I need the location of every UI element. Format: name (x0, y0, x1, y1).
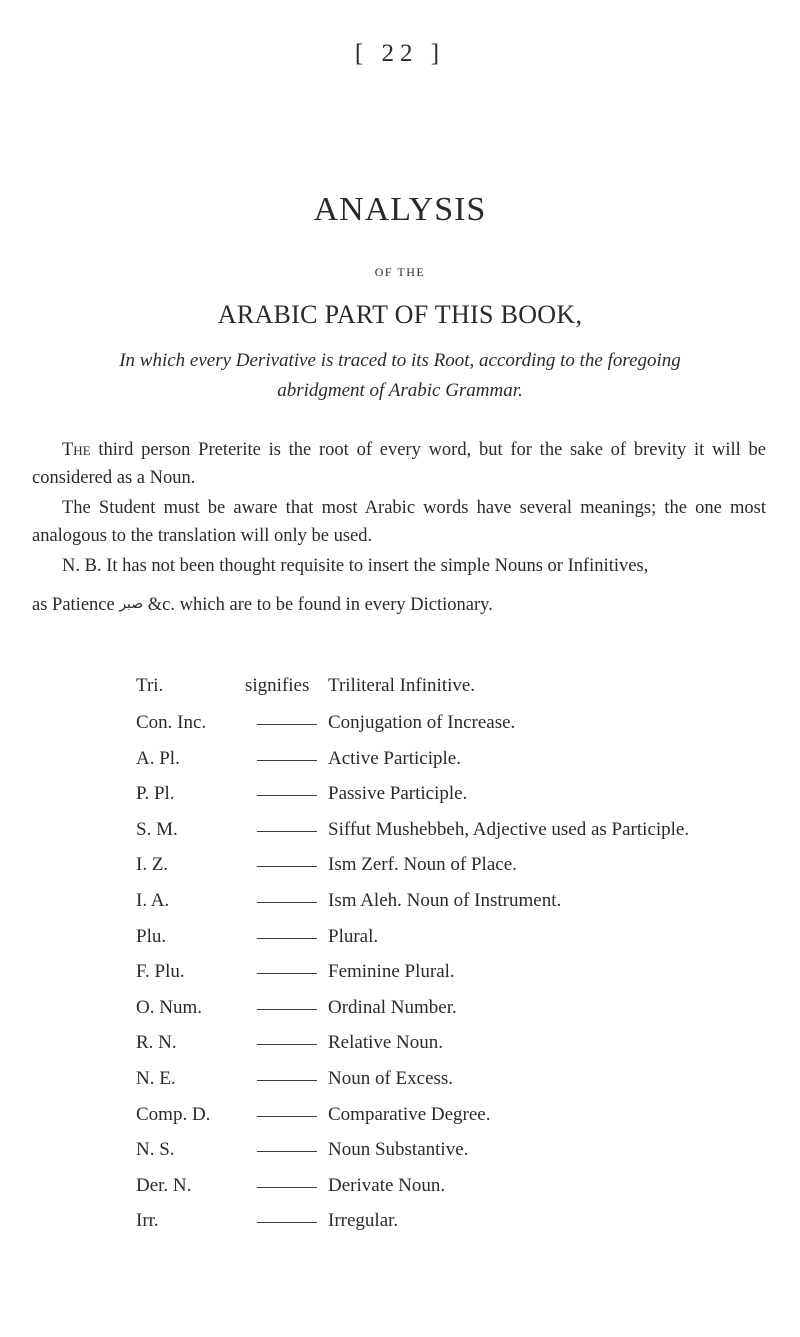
abbreviation-row (0, 1032, 800, 1062)
abbreviation: Plu. (136, 925, 167, 947)
abbreviation: R. N. (136, 1032, 177, 1054)
abbreviation-row (0, 1175, 800, 1205)
paragraph-nb-note (32, 552, 766, 619)
abbreviation-row (0, 783, 800, 813)
page-title: ANALYSIS (313, 191, 487, 228)
dash-separator (257, 902, 317, 903)
italic-intro-line-1: In which every Derivative is traced to its Root, according to the foregoing (119, 350, 681, 371)
abbreviation: I. Z. (136, 854, 169, 876)
nb-line-1: N. B. It has not been thought requisite to insert the simple Nouns or Infinitives, (62, 556, 649, 576)
abbreviation: Irr. (136, 1210, 159, 1232)
abbreviation-row (0, 890, 800, 920)
abbreviation-meaning: Noun Substantive. (328, 1139, 469, 1161)
nb-line-2-before: as Patience (32, 595, 120, 615)
dash-separator (257, 760, 317, 761)
dash-separator (257, 831, 317, 832)
abbreviation-row (0, 1139, 800, 1169)
abbreviation-row (0, 997, 800, 1027)
abbreviation-meaning: Feminine Plural. (328, 961, 455, 983)
abbreviation: I. A. (136, 890, 170, 911)
paragraph-root-preterite (32, 436, 766, 492)
abbreviation-meaning: Relative Noun. (328, 1032, 444, 1054)
abbreviation-row (0, 1210, 800, 1240)
abbreviation-row (0, 1104, 800, 1134)
abbreviation-meaning: Siffut Mushebbeh, Adjective used as Participle. (328, 818, 690, 840)
abbreviation-row (0, 961, 800, 991)
abbreviation-meaning: Comparative Degree. (328, 1103, 491, 1125)
italic-intro-line-2: abridgment of Arabic Grammar. (277, 380, 523, 401)
abbreviation: F. Plu. (136, 961, 185, 983)
signifies-label: signifies (245, 675, 310, 696)
abbreviation: S. M. (136, 818, 178, 840)
nb-line-2-after: &c. which are to be found in every Dictionary. (143, 595, 493, 615)
abbreviation: N. E. (136, 1068, 176, 1089)
abbreviation: O. Num. (136, 996, 202, 1018)
arabic-word: صبر (119, 596, 144, 612)
dash-separator (257, 973, 317, 974)
dash-separator (257, 1044, 317, 1045)
abbreviation-meaning: Noun of Excess. (328, 1068, 454, 1089)
paragraph-lead-word: The (62, 440, 91, 460)
dash-separator (257, 795, 317, 796)
nb-line-2 (32, 590, 766, 619)
dash-separator (257, 1151, 317, 1152)
abbreviation-row (0, 1068, 800, 1098)
abbreviation-row (0, 854, 800, 884)
abbreviation: Comp. D. (136, 1103, 211, 1125)
abbreviation-meaning: Conjugation of Increase. (328, 712, 516, 733)
abbreviation: Der. N. (136, 1174, 192, 1196)
dash-separator (257, 1116, 317, 1117)
dash-separator (257, 1009, 317, 1010)
paragraph-student-note: The Student must be aware that most Arabic words have several meanings; the one most analogous to the translation will only be used. (32, 498, 766, 546)
dash-separator (257, 938, 317, 939)
abbreviation-meaning: Triliteral Infinitive. (328, 675, 476, 696)
page-number: [ 22 ] (354, 40, 446, 67)
abbreviation-meaning: Ism Aleh. Noun of Instrument. (328, 890, 562, 911)
dash-separator (257, 724, 317, 725)
dash-separator (257, 1080, 317, 1081)
abbreviation: A. Pl. (136, 747, 180, 769)
abbreviation: N. S. (136, 1139, 175, 1161)
abbreviation-meaning: Passive Participle. (328, 783, 468, 805)
dash-separator (257, 1187, 317, 1188)
of-the-label: OF THE (374, 265, 426, 279)
abbreviation-row (0, 819, 800, 849)
abbreviation-meaning: Derivate Noun. (328, 1174, 446, 1196)
abbreviation-row (0, 926, 800, 956)
abbreviation-meaning: Ism Zerf. Noun of Place. (328, 854, 517, 876)
page-subtitle: ARABIC PART OF THIS BOOK, (217, 300, 583, 329)
abbreviation-meaning: Irregular. (328, 1210, 399, 1232)
abbreviation: P. Pl. (136, 783, 175, 805)
abbreviation-row (0, 748, 800, 778)
dash-separator (257, 866, 317, 867)
paragraph-root-preterite-text: third person Preterite is the root of every word, but for the sake of brevity it will be considered as a Noun. (32, 440, 766, 488)
abbreviation-meaning: Active Participle. (328, 747, 461, 769)
abbreviation-row-first (0, 675, 800, 705)
abbreviation: Con. Inc. (136, 712, 207, 733)
abbreviation: Tri. (136, 675, 164, 696)
abbreviation-row (0, 712, 800, 742)
abbreviation-meaning: Ordinal Number. (328, 996, 457, 1018)
dash-separator (257, 1222, 317, 1223)
abbreviation-meaning: Plural. (328, 925, 379, 947)
